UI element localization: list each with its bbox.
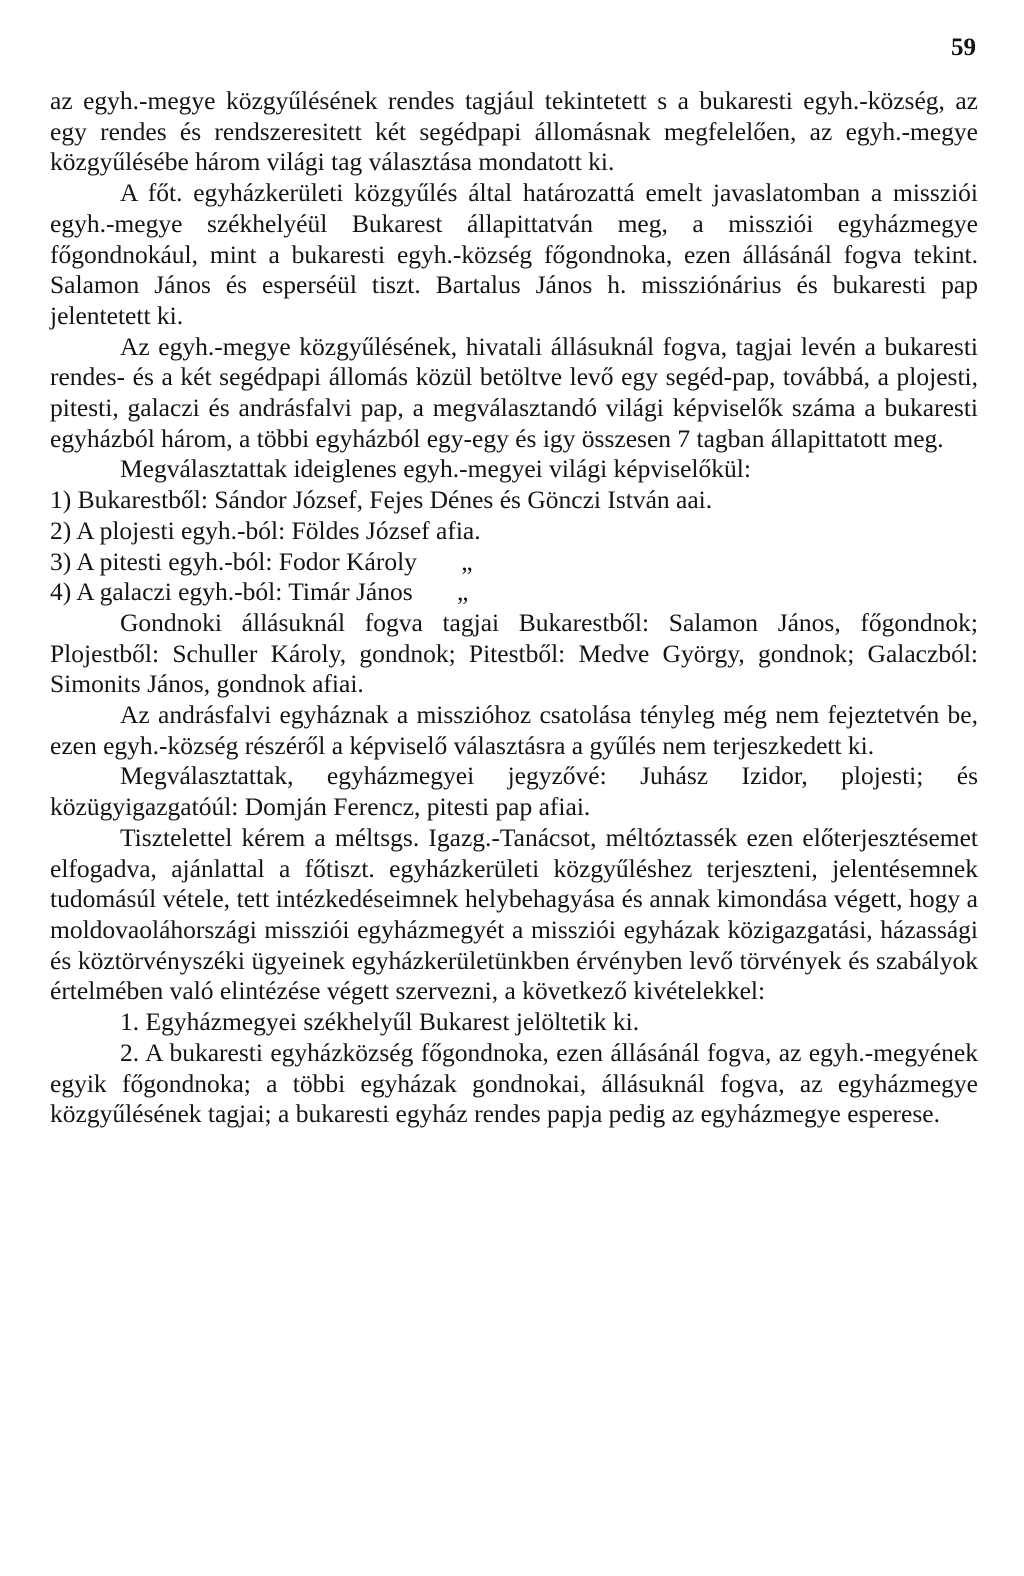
delegate-list: [50, 485, 978, 608]
delegate-origin: A galaczi egyh.-ból:: [76, 577, 283, 607]
delegate-origin: A plojesti egyh.-ból:: [76, 515, 286, 545]
paragraph-andrasfalva: Az andrásfalvi egyháznak a misszióhoz csatolása tényleg még nem fejeztetvén be, ezen egyh.-község részéről a képviselő választásra a gyűlés nem terjeszkedett ki.: [50, 700, 978, 760]
numbered-item: 1. Egyházmegyei székhelyűl Bukarest jelöltetik ki.: [120, 1007, 640, 1037]
delegate-number: 3): [50, 546, 72, 576]
paragraph-elected-intro: Megválasztattak ideiglenes egyh.-megyei világi képviselőkül:: [120, 454, 751, 484]
delegate-names: Sándor József, Fejes Dénes és Gönczi István aai.: [214, 485, 713, 515]
paragraph-trustees: Gondnoki állásuknál fogva tagjai Bukarestből: Salamon János, főgondnok; Plojestből: Schuller Károly, gondnok; Pitestből: Medve György, gondnok; Galaczból: Simonits János, gondnok afiai.: [50, 607, 978, 699]
delegate-origin: Bukarestből:: [77, 485, 208, 515]
delegate-origin: A pitesti egyh.-ból:: [76, 546, 273, 576]
delegate-row: [50, 516, 978, 547]
delegate-names: Földes József afia.: [291, 515, 481, 545]
delegate-row: [50, 577, 978, 608]
page-body: [50, 86, 978, 1130]
delegate-number: 1): [50, 485, 72, 515]
page-number: 59: [951, 34, 976, 61]
ditto-mark: „: [457, 577, 469, 607]
delegate-names: Fodor Károly: [278, 546, 417, 576]
ditto-mark: „: [461, 546, 473, 576]
paragraph-members: Az egyh.-megye közgyűlésének, hivatali állásuknál fogva, tagjai levén a bukaresti rendes- és a két segédpapi állomás közül betöltve levő egy segéd-pap, továbbá, a plojesti, pitesti, galaczi és andrásfalvi pap, a megválasztandó világi képviselők száma a bukaresti egyházból három, a többi egyházból egy-egy és igy összesen 7 tagban állapittatott meg.: [50, 331, 978, 453]
delegate-row: [50, 547, 978, 578]
delegate-number: 2): [50, 515, 72, 545]
paragraph-continuation: az egyh.-megye közgyűlésének rendes tagjául tekintetett s a bukaresti egyh.-község, az egy rendes és rendszeresitett két segédpapi állomásnak megfelelően, az egyh.-megye közgyűlésébe három világi tag választása mondatott ki.: [50, 86, 978, 177]
paragraph-notary: Megválasztattak, egyházmegyei jegyzővé: Juhász Izidor, plojesti; és közügyigazgatóúl: Domján Ferencz, pitesti pap afiai.: [50, 761, 978, 822]
delegate-names: Timár János: [288, 577, 413, 607]
delegate-number: 4): [50, 577, 72, 607]
paragraph-resolution: A főt. egyházkerületi közgyűlés által határozattá emelt javaslatomban a missziói egyh.-megye székhelyéül Bukarest állapittatván meg, a missziói egyházmegye főgondnokául, mint a bukaresti egyh.-község főgondnoka, ezen állásánál fogva tekint. Salamon János és esperséül tiszt. Bartalus János h. missziónárius és bukaresti pap jelentetett ki.: [50, 178, 978, 330]
numbered-item: 2. A bukaresti egyházközség főgondnoka, ezen állásánál fogva, az egyh.-megyének egyik főgondnoka; a többi egyházak gondnokai, állásuknál fogva, az egyházmegye közgyűlésének tagjai; a bukaresti egyház rendes papja pedig az egyházmegye esperese.: [50, 1037, 978, 1129]
paragraph-request: Tisztelettel kérem a méltsgs. Igazg.-Tanácsot, méltóztassék ezen előterjesztésemet elfogadva, ajánlattal a főtiszt. egyházkerületi közgyűléshez terjeszteni, jelentésemnek tudomásúl vétele, tett intézkedéseimnek helybehagyása és annak kimondása végett, hogy a moldovaoláhországi missziói egyházmegyét a missziói egyházak közigazgatási, házassági és köztörvényszéki ügyeinek egyházkerületünkben érvényben levő törvények és szabályok értelmében való elintézése végett szervezni, a következő kivételekkel:: [50, 822, 978, 1006]
delegate-row: [50, 485, 978, 516]
